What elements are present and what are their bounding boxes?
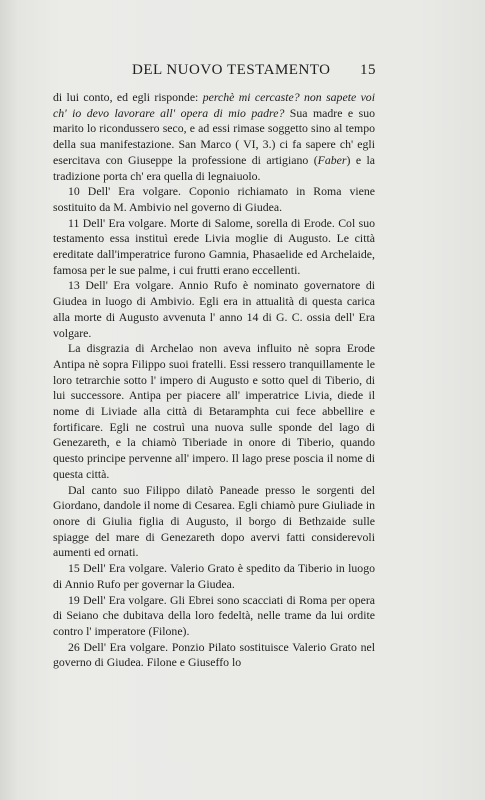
text-run: di lui conto, ed egli risponde:: [53, 90, 203, 104]
text-run: 10 Dell' Era volgare. Coponio richiamato in Roma viene sostituito da M. Ambivio nel governo di Giudea.: [53, 184, 375, 214]
italic-text: perchè mi cercaste? non sapete voi ch' io devo lavorare all' opera di mio padre?: [53, 90, 375, 120]
text-run: Dal canto suo Filippo dilatò Paneade presso le sorgenti del Giordano, dandole il nome di Cesarea. Egli chiamò pure Giuliade in onore di Giulia figlia di Augusto, il borgo di Bethzaide sulle spiagge del mare di Genezareth dopo avervi fatti considerevoli aumenti ed ornati.: [53, 482, 375, 560]
text-run: 19 Dell' Era volgare. Gli Ebrei sono scacciati di Roma per opera di Seiano che dubitava della loro fedeltà, nelle trame da lui ordite contro l' imperatore (Filone).: [53, 592, 375, 638]
paragraph: [53, 278, 375, 341]
text-run: 15 Dell' Era volgare. Valerio Grato è spedito da Tiberio in luogo di Annio Rufo per governar la Giudea.: [53, 561, 375, 591]
paragraph: [53, 184, 375, 215]
paragraph: [53, 561, 375, 592]
paragraph: [53, 341, 375, 482]
italic-text: Faber: [317, 152, 347, 167]
paragraph: [53, 90, 375, 184]
body-text: [53, 90, 375, 671]
paragraph: [53, 216, 375, 279]
running-title: DEL NUOVO TESTAMENTO: [132, 62, 331, 78]
paragraph: [53, 593, 375, 640]
text-run: 11 Dell' Era volgare. Morte di Salome, sorella di Erode. Col suo testamento essa instituì erede Livia moglie di Augusto. Le città ereditate dall'imperatrice furono Gamnia, Phasaelide ed Archelaide, famosa per le sue palme, i cui frutti erano eccellenti.: [53, 215, 375, 277]
paragraph: [53, 640, 375, 671]
text-run: 13 Dell' Era volgare. Annio Rufo è nominato governatore di Giudea in luogo di Ambivio. Egli era in attualità di questa carica alla morte di Augusto avvenuta l' anno 14 di G. C. ossia dell' Era volgare.: [53, 278, 375, 340]
text-run: Sua madre e suo marito lo ricondussero seco, e ad essi rimase soggetto sino al tempo della sua manifestazione. San Marco ( VI, 3.) ci fa sapere ch' egli esercitava con Giuseppe la professione di artigiano (: [53, 105, 375, 167]
text-run: La disgrazia di Archelao non aveva influito nè sopra Erode Antipa nè sopra Filippo suoi fratelli. Essi ressero tranquillamente le loro tetrarchie sotto l' impero di Augusto e sotto quel di Tiberio, di lui successore. Antipa per piacere all' imperatrice Livia, diede il nome di Liviade alla città di Betaramphta cui fece abbellire e fortificare. Egli ne costruì una nuova sulle sponde del lago di Genezareth, e la chiamò Tiberiade in onore di Tiberio, quando questo principe pervenne all' impero. Il lago prese poscia il nome di questa città.: [53, 341, 375, 481]
text-run: 26 Dell' Era volgare. Ponzio Pilato sostituisce Valerio Grato nel governo di Giudea. Filone e Giuseffo lo: [53, 639, 375, 670]
text-run: ) e la tradizione porta ch' era quella di legnaiuolo.: [53, 152, 375, 183]
paragraph: [53, 483, 375, 562]
page-number: 15: [360, 62, 376, 78]
